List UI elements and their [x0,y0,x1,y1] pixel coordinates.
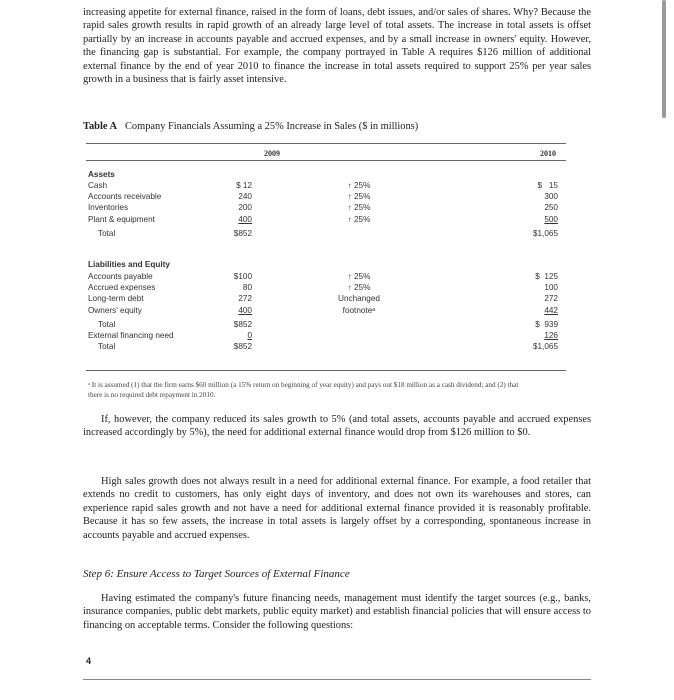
value-2010: 442 [544,305,558,315]
row-label: Total [98,319,116,329]
change: ↑ 25% [347,192,371,202]
table-label: Table A [83,121,117,132]
table-row [88,294,558,305]
table-row [88,342,558,353]
row-label: Total [98,228,116,238]
table-row [88,283,558,294]
row-label: Plant & equipment [88,214,155,224]
paragraph-step6: Having estimated the company's future financing needs, management must identify the target sources (e.g., banks, insurance companies, public debt markets, public equity market) and establish financial policies that will ensure access to financing on acceptable terms. Consider the following questions: [83,593,591,631]
row-label: Accounts receivable [88,192,162,202]
paragraph-reduced-growth: If, however, the company reduced its sales growth to 5% (and total assets, accounts payable and accrued expenses increased accordingly by 5%), the need for additional external finance would drop from $126 million to $0. [83,414,591,439]
value-2010: $ 15 [537,181,558,190]
value-2010: 126 [544,331,558,340]
footer-rule [83,679,591,680]
col-2009: 2009 [264,149,280,158]
paragraph-high-growth: High sales growth does not always result in a need for additional external finance. For example, a food retailer that extends no credit to customers, has only eight days of inventory, and does not own its warehouses and stores, can experience rapid sales growth and not have a need for additional external finance provided it is reasonably profitable. Because it has so few assets, the increase in total assets is largely offset by a corresponding, spontaneous increase in accounts payable and accrued expenses. [83,476,591,541]
row-label: Accounts payable [88,272,153,281]
value-2009: $ 12 [236,181,252,190]
value-2009: 80 [242,283,252,293]
page-number: 4 [86,656,92,666]
table-footnote: ᵃ It is assumed (1) that the firm earns $60 million (a 15% return on beginning of year equity) and pays out $18 million as a cash dividend; and (2) that there is no required debt repayment in 2010. [88,381,519,399]
value-2009: 272 [238,294,252,304]
table-caption: Company Financials Assuming a 25% Increase in Sales ($ in millions) [124,121,419,132]
table-row [88,272,558,283]
table-row [88,203,558,214]
value-2010: $1,065 [532,342,558,352]
row-label: Total [98,342,116,352]
row-label: External financing need [88,331,174,340]
row-label: Inventories [88,203,129,213]
value-2009: 200 [238,203,252,213]
value-2010: $ 939 [535,319,558,329]
value-2010: 500 [544,214,558,224]
value-2009: $100 [233,272,252,281]
value-2009: $852 [233,228,252,238]
row-label: Long-term debt [88,294,144,304]
change: Unchanged [338,294,380,304]
value-2010: 100 [544,283,558,293]
row-label: Cash [88,181,108,190]
value-2010: $1,065 [532,228,558,238]
col-2010: 2010 [540,149,556,158]
table-title [83,121,418,132]
liabilities-heading: Liabilities and Equity [88,260,170,269]
value-2009: $852 [233,319,252,329]
value-2010: 300 [544,192,558,202]
table-row [88,331,558,342]
assets-heading: Assets [88,170,115,179]
change: ↑ 25% [347,181,371,190]
value-2009: 400 [238,305,252,315]
value-2010: 250 [544,203,558,213]
table-row [88,215,558,226]
row-label: Accrued expenses [88,283,156,293]
value-2009: 400 [238,214,252,224]
value-2010: 272 [544,294,558,304]
value-2009: 240 [238,192,252,202]
scrollbar[interactable] [662,0,666,118]
change: ↑ 25% [347,272,371,281]
value-2009: 0 [247,331,252,340]
section-heading: Step 6: Ensure Access to Target Sources of External Finance [83,568,350,580]
change: footnoteᵃ [342,305,376,315]
table-row [88,306,558,317]
table-row [88,229,558,240]
paragraph-intro: increasing appetite for external finance, raised in the form of loans, debt issues, and/or sales of shares. Why? Because the rapid sales growth results in rapid growth of an already large level of total assets. The increase in total assets is offset partially by an increase in accounts payable and accrued expenses, and by a small increase in owners' equity. However, the financing gap is substantial. For example, the company portrayed in Table A requires $126 million of additional external finance by the end of year 2010 to finance the increase in total assets required to support 25% per year sales growth in a business that is fairly asset intensive. [83,7,591,86]
table-row [88,192,558,203]
change: ↑ 25% [347,283,371,293]
value-2009: $852 [233,342,252,352]
change: ↑ 25% [347,203,371,213]
change: ↑ 25% [347,214,371,224]
row-label: Owners' equity [88,305,142,315]
table-row [88,181,558,192]
table-row [88,320,558,331]
value-2010: $ 125 [535,272,558,281]
